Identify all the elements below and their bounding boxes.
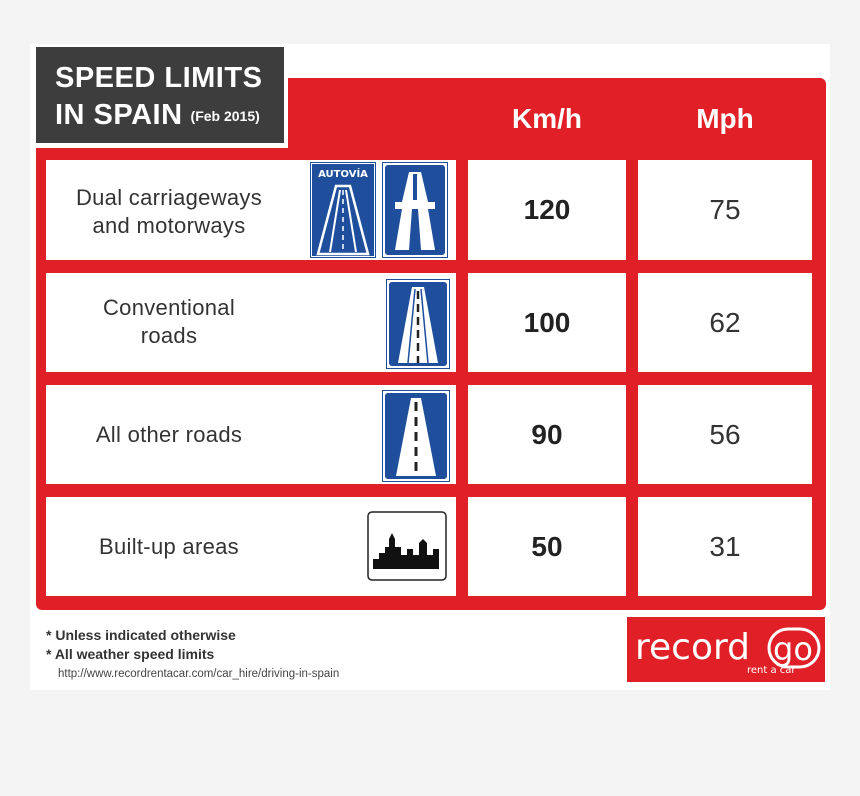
- title-box: [36, 47, 284, 143]
- row-label-cell: [46, 385, 456, 484]
- motorway-sign-icon: [382, 162, 448, 258]
- kmh-value: 100: [523, 306, 571, 338]
- mph-value: 56: [709, 418, 741, 450]
- mph-cell: [638, 385, 812, 484]
- kmh-value: 50: [531, 530, 563, 562]
- row-label-line-1: Dual carriageways: [75, 185, 263, 210]
- column-header-mph: Mph: [696, 103, 754, 134]
- autovia-sign-text: AUTOVÍA: [318, 169, 368, 180]
- built-up-area-sign-icon: [367, 511, 447, 581]
- row-label-line-1: Conventional: [102, 295, 236, 320]
- mph-value: 75: [709, 194, 741, 225]
- title-line-2: [55, 97, 284, 135]
- source-url[interactable]: http://www.recordrentacar.com/car_hire/driving-in-spain: [58, 668, 340, 680]
- logo-word-go: go: [773, 630, 813, 668]
- kmh-cell: [468, 160, 626, 260]
- title-line-2-text: IN SPAIN: [55, 99, 183, 131]
- row-label-cell: [46, 160, 456, 260]
- row-label: [86, 294, 252, 350]
- footnotes: [46, 626, 236, 664]
- kmh-value: 90: [531, 418, 563, 450]
- row-label-line-1: Built-up areas: [99, 534, 239, 559]
- title-date: (Feb 2015): [190, 107, 260, 124]
- logo-tagline: rent a car: [747, 665, 796, 676]
- row-label-line-2: roads: [140, 323, 198, 348]
- row-label-cell: [46, 497, 456, 596]
- mph-cell: [638, 273, 812, 372]
- mph-value: 31: [709, 530, 741, 562]
- kmh-cell: [468, 497, 626, 596]
- row-label-line-2: and motorways: [92, 213, 246, 238]
- footnote: * Unless indicated otherwise: [46, 627, 236, 643]
- footnote: * All weather speed limits: [46, 646, 215, 662]
- other-road-sign-icon: [382, 390, 450, 482]
- autovia-sign-icon: [310, 162, 376, 258]
- row-label-cell: [46, 273, 456, 372]
- recordgo-logo-art: [627, 617, 825, 682]
- mph-value: 62: [709, 306, 741, 338]
- mph-cell: [638, 160, 812, 260]
- logo-word-record: record: [635, 627, 750, 668]
- kmh-cell: [468, 385, 626, 484]
- title-line-1: SPEED LIMITS: [55, 62, 263, 94]
- kmh-cell: [468, 273, 626, 372]
- row-label: [82, 533, 256, 561]
- mph-cell: [638, 497, 812, 596]
- column-header-kmh: Km/h: [512, 103, 582, 134]
- recordgo-logo: [627, 617, 825, 682]
- row-label-line-1: All other roads: [95, 422, 243, 447]
- conventional-road-sign-icon: [386, 279, 450, 369]
- row-label: [82, 421, 256, 449]
- row-label: [64, 184, 274, 240]
- kmh-value: 120: [523, 194, 571, 225]
